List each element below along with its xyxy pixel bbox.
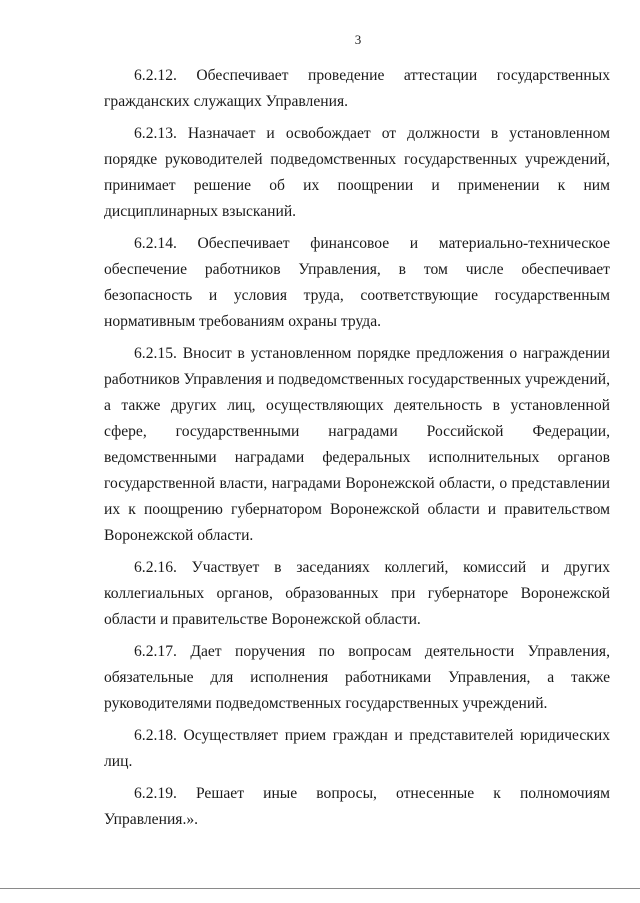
paragraph-6-2-16: 6.2.16. Участвует в заседаниях коллегий, комиссий и других коллегиальных органов, образованных при губернаторе Воронежской области и правительстве Воронежской области. bbox=[104, 559, 610, 628]
paragraph-6-2-18: 6.2.18. Осуществляет прием граждан и представителей юридических лиц. bbox=[104, 727, 610, 770]
paragraph-6-2-12: 6.2.12. Обеспечивает проведение аттестации государственных гражданских служащих Управления. bbox=[104, 67, 610, 110]
paragraph-6-2-17: 6.2.17. Дает поручения по вопросам деятельности Управления, обязательные для исполнения работниками Управления, а также руководителями подведомственных государственных учреждений. bbox=[104, 643, 610, 712]
paragraph-6-2-19: 6.2.19. Решает иные вопросы, отнесенные к полномочиям Управления.». bbox=[104, 785, 610, 828]
paragraph-6-2-15: 6.2.15. Вносит в установленном порядке предложения о награждении работников Управления и подведомственных государственных учреждений, а также других лиц, осуществляющих деятельность в установленной сфере, государственными наградами Российской Федерации, ведомственными наградами федеральных исполнительных органов государственной власти, наградами Воронежской области, о представлении их к поощрению губернатором Воронежской области и правительством Воронежской области. bbox=[104, 345, 610, 544]
page-number: 3 bbox=[354, 32, 362, 47]
document-body bbox=[104, 63, 610, 839]
paragraph-6-2-13: 6.2.13. Назначает и освобождает от должности в установленном порядке руководителей подведомственных государственных учреждений, принимает решение об их поощрении и применении к ним дисциплинарных взысканий. bbox=[104, 125, 610, 220]
paragraph-6-2-14: 6.2.14. Обеспечивает финансовое и материально-техническое обеспечение работников Управления, в том числе обеспечивает безопасность и условия труда, соответствующие государственным нормативным требованиям охраны труда. bbox=[104, 235, 610, 330]
scan-edge-line bbox=[0, 888, 640, 889]
